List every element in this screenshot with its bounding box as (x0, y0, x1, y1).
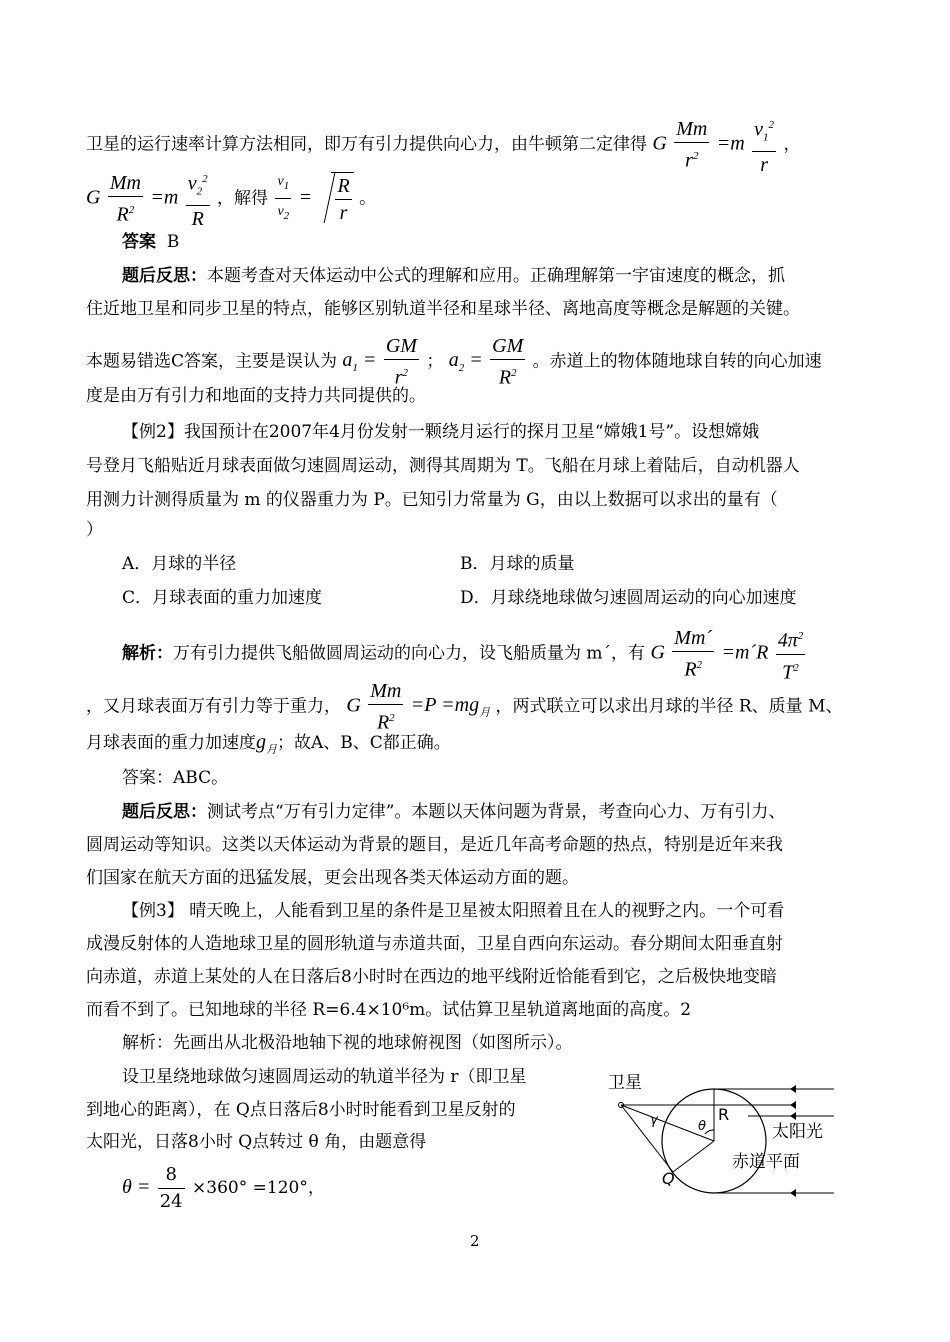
analysis2-line3: 月球表面的重力加速度$g_月$；故A、B、C都正确。 (86, 731, 451, 756)
equator-label: 赤道平面 (732, 1152, 800, 1172)
theta-label: θ (698, 1119, 706, 1134)
example3-line3: 向赤道，赤道上某处的人在日落后8小时时在西边的地平线附近恰能看到它，之后极快地变暗 (86, 967, 777, 987)
line-center-to-q (673, 1141, 714, 1172)
option-a: A．月球的半径 (122, 554, 237, 574)
r-label: R (718, 1105, 730, 1124)
ray-arrow-2 (790, 1085, 796, 1093)
example2-line4: ） (86, 520, 103, 540)
ray-arrow-4 (790, 1189, 796, 1197)
ray-arrow-1 (790, 1101, 796, 1109)
example2-line3: 用测力计测得质量为 m 的仪器重力为 P。已知引力常量为 G，由以上数据可以求出的量有（ (86, 490, 778, 510)
reflection1-line2: 住近地卫星和同步卫星的特点，能够区别轨道半径和星球半径、离地高度等概念是解题的关键。 (86, 299, 800, 319)
example2-line2: 号登月飞船贴近月球表面做匀速圆周运动，测得其周期为 T。飞船在月球上着陆后，自动机器人 (86, 456, 800, 476)
example3-p3: 太阳光，日落8小时 Q点转过 θ 角，由题意得 (86, 1132, 427, 1152)
option-b: B．月球的质量 (460, 554, 575, 574)
example3-analysis: 解析：先画出从北极沿地轴下视的地球俯视图（如图所示）。 (122, 1033, 573, 1053)
reflection1-line3: 本题易错选C答案，主要是误认为 $a_1$ = $\frac{GM}{r^2}$ ； $a_2$ = $\frac{GM}{R^2}$ 。赤道上的物体随地球自转的向心加速 (86, 335, 822, 389)
figure-satellite-label: 卫星 (608, 1073, 642, 1093)
example3-line4: 而看不到了。已知地球的半径 R=6.4×10⁶m。试估算卫星轨道离地面的高度。2 (86, 1000, 692, 1020)
example3-p1: 设卫星绕地球做匀速圆周运动的轨道半径为 r（即卫星 (122, 1067, 527, 1087)
option-c: C．月球表面的重力加速度 (122, 588, 323, 608)
analysis2-answer: 答案：ABC。 (122, 768, 229, 788)
example2-line1: 【例2】我国预计在2007年4月份发射一颗绕月运行的探月卫星“嫦娥1号”。设想嫦娥 (122, 422, 760, 442)
example3-line1: 【例3】 晴天晚上，人能看到卫星的条件是卫星被太阳照着且在人的视野之内。一个可看 (122, 901, 785, 921)
page-number: 2 (470, 1232, 480, 1250)
gamma-label: γ (650, 1113, 658, 1128)
para1-line1: 卫星的运行速率计算方法相同，即万有引力提供向心力，由牛顿第二定律得 G $\frac{Mm}{r^2}$ =m $\frac{v_1^2}{r}$ ， (86, 112, 800, 178)
theta-arc (705, 1130, 714, 1134)
example3-formula: θ = $\frac{8}{24}$ ×360° =120°， (122, 1164, 325, 1212)
analysis2-line2: ，又月球表面万有引力等于重力， G $\frac{Mm}{R^2}$ $=P =mg_月$ ，两式联立可以求出月球的半径 R、质量 M、 (86, 680, 843, 734)
reflection1-line1: 题后反思：本题考查对天体运动中公式的理解和应用。正确理解第一宇宙速度的概念，抓 (122, 266, 785, 286)
answer1: 答案 B (122, 232, 180, 252)
reflection2-line1: 题后反思：测试考点“万有引力定律”。本题以天体问题为背景，考查向心力、万有引力、 (122, 802, 786, 822)
q-label: Q (662, 1169, 675, 1188)
analysis2-line1: 解析：万有引力提供飞船做圆周运动的向心力，设飞船质量为 m´，有 G $\frac{Mm´}{R^2}$ =m´R $\frac{4\pi^2}{T^2}$ (122, 623, 807, 685)
example3-p2: 到地心的距离），在 Q点日落后8小时时能看到卫星反射的 (86, 1100, 516, 1120)
sunlight-label: 太阳光 (772, 1122, 823, 1142)
reflection1-line4: 度是由万有引力和地面的支持力共同提供的。 (86, 386, 426, 406)
reflection2-line3: 们国家在航天方面的迅猛发展，更会出现各类天体运动方面的题。 (86, 868, 579, 888)
earth-satellite-diagram (598, 1064, 843, 1199)
example3-line2: 成漫反射体的人造地球卫星的圆形轨道与赤道共面，卫星自西向东运动。春分期间太阳垂直射 (86, 934, 783, 954)
ray-arrow-3 (790, 1112, 796, 1120)
reflection2-line2: 圆周运动等知识。这类以天体运动为背景的题目，是近几年高考命题的热点，特别是近年来我 (86, 835, 783, 855)
option-d: D．月球绕地球做匀速圆周运动的向心加速度 (460, 588, 797, 608)
para1-line2: G $\frac{Mm}{R^2}$ =m $\frac{v_2^2}{R}$ ，解得 $\frac{v_1}{v_2}$ = $\frac{R}{r}$ 。 (86, 166, 376, 232)
